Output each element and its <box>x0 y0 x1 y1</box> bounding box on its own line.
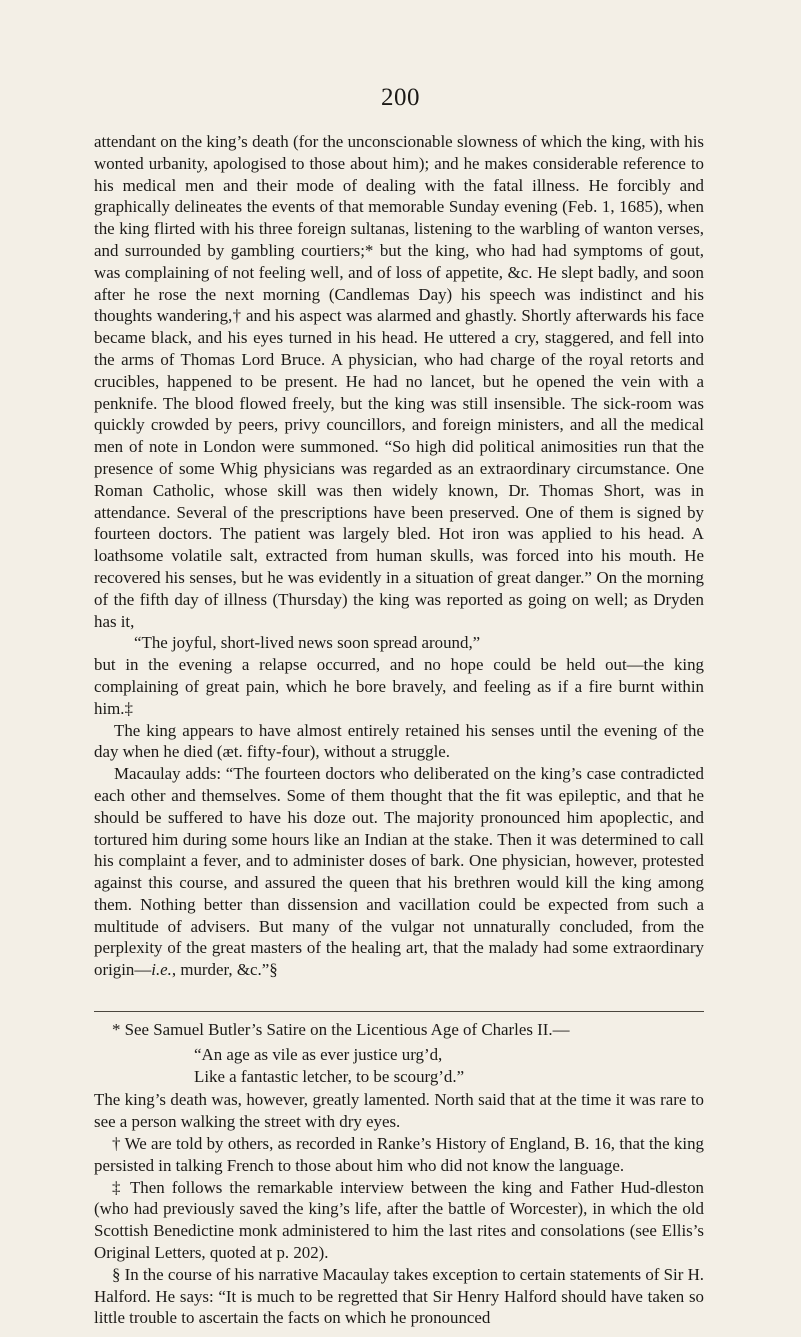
footnote-star-intro: * See Samuel Butler’s Satire on the Licentious Age of Charles II.— <box>112 1020 570 1039</box>
paragraph-3: The king appears to have almost entirely retained his senses until the evening of the day when he died (æt. fifty-four), without a struggle. <box>94 720 704 762</box>
paragraph-2: but in the evening a relapse occurred, and no hope could be held out—the king complaining of great pain, which he bore bravely, and feeling as if a fire burnt within him.‡ <box>94 655 704 718</box>
footnote-rule <box>94 1011 704 1012</box>
paragraph-4-text: Macaulay adds: “The fourteen doctors who deliberated on the king’s case contradicted each other and themselves. Some of them thought that the fit was epileptic, and that he should be suffered to have his doze out. The majority pronounced him apoplectic, and tortured him during some hours like an Indian at the stake. Then it was determined to call his complaint a fever, and to administer doses of bark. One physician, however, protested against this course, and assured the queen that his brethren would kill the king among them. Nothing better than dissension and vacillation could be expected from such a multitude of advisers. But many of the vulgar not unnaturally concluded, from the perplexity of the great masters of the healing art, that the malady had some extraordinary origin— <box>94 764 704 980</box>
page-number: 200 <box>381 84 420 111</box>
paragraph-1: attendant on the king’s death (for the unconscionable slowness of which the king, with his wonted urbanity, apologised to those about him); and he makes considerable reference to his medical men and their mode of dealing with the fatal illness. He forcibly and graphically delineates the events of that memorable Sunday evening (Feb. 1, 1685), when the king flirted with his three foreign sultanas, listening to the warbling of wanton verses, and surrounded by gambling courtiers;* but the king, who had had symptoms of gout, was complaining of not feeling well, and of loss of appetite, &c. He slept badly, and soon after he rose the next morning (Candlemas Day) his speech was indistinct and his thoughts wandering,† and his aspect was alarmed and ghastly. Shortly afterwards his face became black, and his eyes turned in his head. He uttered a cry, staggered, and fell into the arms of Thomas Lord Bruce. A physician, who had charge of the royal retorts and crucibles, happened to be present. He had no lancet, but he opened the vein with a penknife. The blood flowed freely, but the king was still insensible. The sick-room was quickly crowded by peers, privy councillors, and foreign ministers, and all the medical men of note in London were summoned. “So high did political animosities run that the presence of some Whig physicians was regarded as an extraordinary circumstance. One Roman Catholic, whose skill was then widely known, Dr. Thomas Short, was in attendance. Several of the prescriptions have been preserved. One of them is signed by fourteen doctors. The patient was largely bled. Hot iron was applied to his head. A loathsome volatile salt, extracted from human skulls, was forced into his mouth. He recovered his senses, but he was evidently in a situation of great danger.” On the morning of the fifth day of illness (Thursday) the king was reported as going on well; as Dryden has it, <box>94 132 704 631</box>
verse-line-2: Like a fantastic letcher, to be scourg’d.” <box>194 1066 465 1086</box>
paragraph-4-end: , murder, &c.”§ <box>171 960 278 980</box>
paragraph-4 <box>94 763 704 981</box>
dryden-quote: “The joyful, short-lived news soon spread around,” <box>134 633 481 653</box>
paragraph-4-ie: i.e. <box>151 960 172 980</box>
footnote-star-continued: The king’s death was, however, greatly lamented. North said that at the time it was rare to see a person walking the street with dry eyes. <box>94 1090 704 1132</box>
footnote-double-dagger: ‡ Then follows the remarkable interview between the king and Father Hud-dleston (who had previously saved the king’s life, after the battle of Worcester), in which the old Scottish Benedictine monk administered to him the last rites and consolations (see Ellis’s Original Letters, quoted at p. 202). <box>94 1177 704 1262</box>
verse-line-1: “An age as vile as ever justice urg’d, <box>194 1044 443 1064</box>
footnotes <box>94 1019 704 1329</box>
butler-verse <box>94 1044 704 1088</box>
main-text <box>94 131 704 981</box>
footnote-dagger: † We are told by others, as recorded in Ranke’s History of England, B. 16, that the king persisted in talking French to those about him who did not know the language. <box>94 1133 704 1175</box>
footnote-section: § In the course of his narrative Macaulay takes exception to certain statements of Sir H. Halford. He says: “It is much to be regretted that Sir Henry Halford should have taken so little trouble to ascertain the facts on which he pronounced <box>94 1264 704 1328</box>
